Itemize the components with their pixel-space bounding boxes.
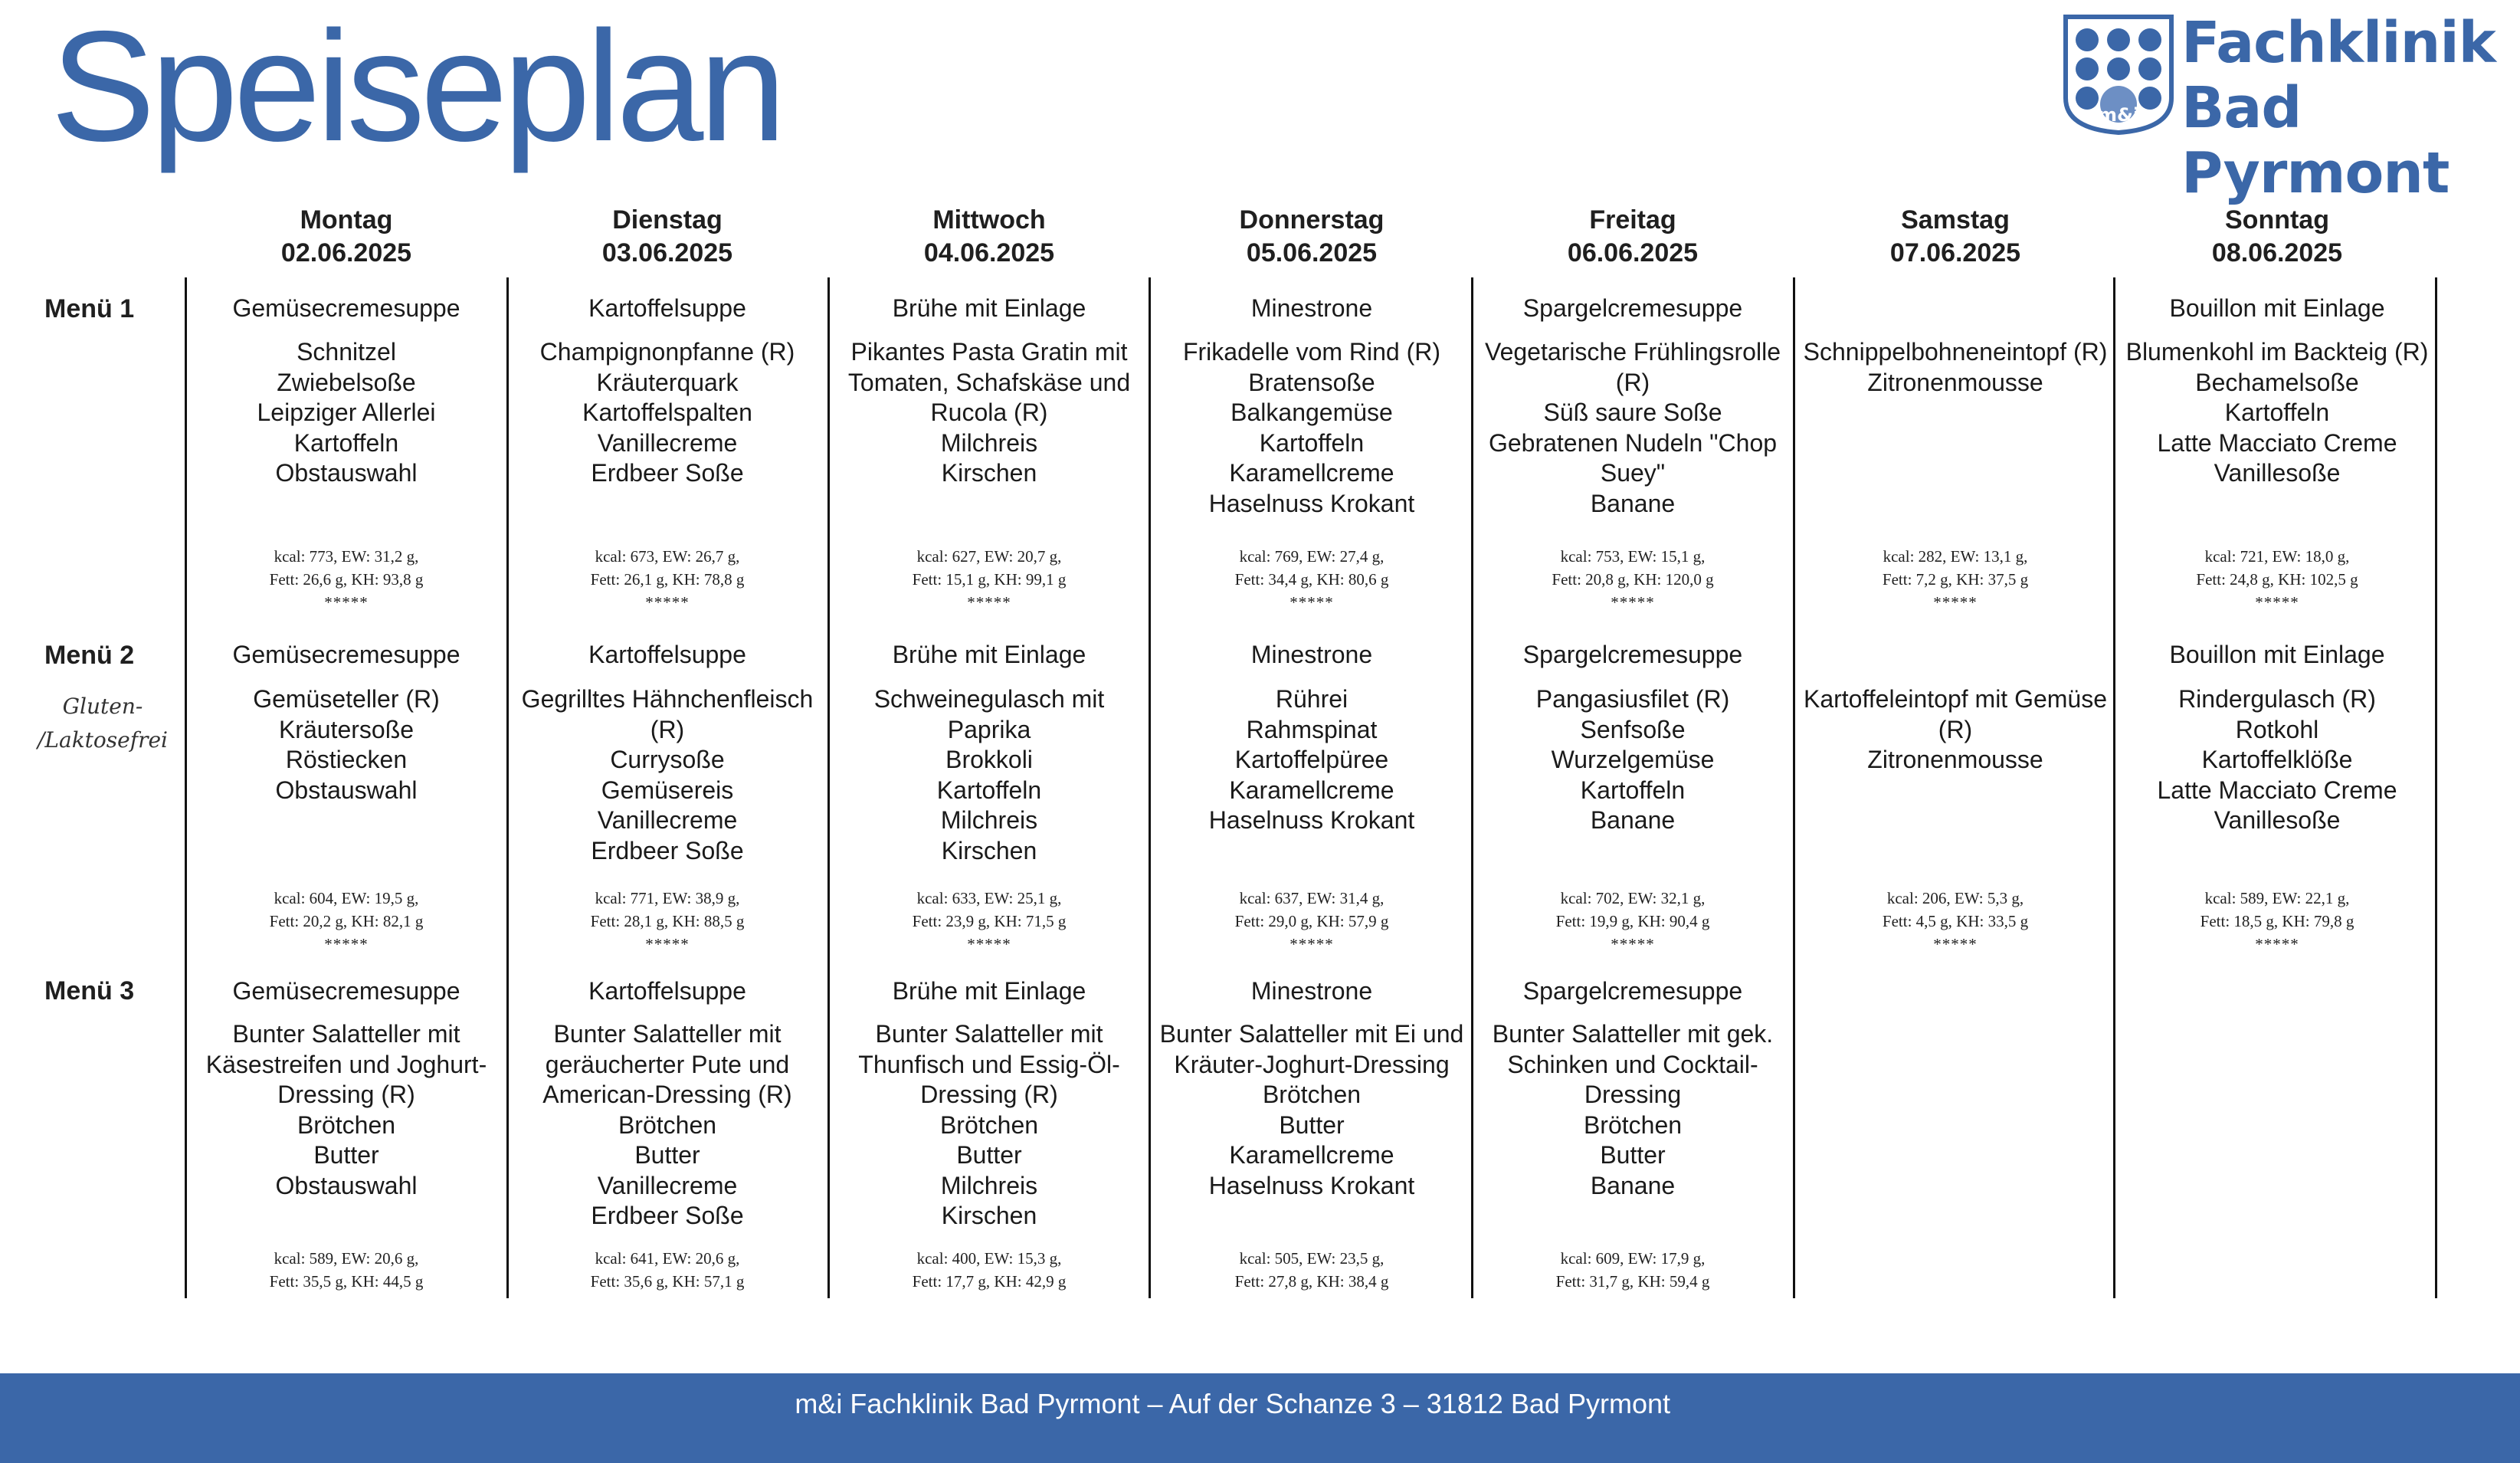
nutrition-info bbox=[1476, 887, 1790, 956]
nutrition-line-1: kcal: 771, EW: 38,9 g, bbox=[595, 889, 740, 907]
logo-badge: m&i bbox=[2098, 104, 2140, 126]
dish-item: (R) bbox=[1615, 368, 1650, 396]
dish-item: Tomaten, Schafskäse und bbox=[847, 368, 1131, 396]
nutrition-line-1: kcal: 641, EW: 20,6 g, bbox=[595, 1249, 740, 1268]
diet-note-line-1: Gluten- bbox=[62, 694, 143, 719]
day-name: Dienstag bbox=[612, 205, 723, 235]
dish-item: Bunter Salatteller mit Ei und bbox=[1159, 1020, 1464, 1048]
dish-item: Paprika bbox=[947, 715, 1031, 743]
dish-item: Vegetarische Frühlingsrolle bbox=[1485, 338, 1781, 366]
dish-item: Pikantes Pasta Gratin mit bbox=[850, 338, 1128, 366]
nutrition-line-1: kcal: 721, EW: 18,0 g, bbox=[2204, 547, 2350, 566]
rating-stars: ***** bbox=[967, 593, 1011, 612]
dish-item: Senfsoße bbox=[1580, 715, 1686, 743]
day-date: 05.06.2025 bbox=[1246, 238, 1378, 267]
nutrition-line-1: kcal: 769, EW: 27,4 g, bbox=[1239, 547, 1385, 566]
dish-item: Bunter Salatteller mit gek. bbox=[1492, 1020, 1774, 1048]
dish-item: Brötchen bbox=[1262, 1081, 1362, 1108]
nutrition-line-1: kcal: 637, EW: 31,4 g, bbox=[1239, 889, 1385, 907]
dish-item: American-Dressing (R) bbox=[542, 1081, 792, 1108]
dish-item: geräucherter Pute und bbox=[545, 1050, 790, 1078]
nutrition-line-1: kcal: 702, EW: 32,1 g, bbox=[1560, 889, 1706, 907]
dish-item: Erdbeer Soße bbox=[591, 836, 744, 864]
dish-item: Schnippelbohneneintopf (R) bbox=[1803, 338, 2108, 366]
dish-item: Bratensoße bbox=[1248, 368, 1375, 396]
day-date: 04.06.2025 bbox=[923, 238, 1055, 267]
dish-item: Banane bbox=[1590, 489, 1676, 517]
dish-item: Milchreis bbox=[940, 1171, 1038, 1199]
dish-item: Blumenkohl im Backteig (R) bbox=[2125, 338, 2429, 366]
logo-text bbox=[2181, 11, 2505, 206]
dish-item: Suey" bbox=[1600, 459, 1666, 487]
nutrition-info bbox=[1155, 1247, 1469, 1293]
dish-item: Butter bbox=[956, 1141, 1022, 1169]
dish-item: Dressing (R) bbox=[277, 1081, 415, 1108]
rating-stars: ***** bbox=[324, 935, 369, 953]
diet-note-line-2: /Laktosefrei bbox=[37, 727, 168, 753]
footer-address: m&i Fachklinik Bad Pyrmont – Auf der Schanze 3 – 31812 Bad Pyrmont bbox=[795, 1388, 1670, 1419]
rating-stars: ***** bbox=[1289, 935, 1334, 953]
nutrition-line-2: Fett: 19,9 g, KH: 90,4 g bbox=[1555, 912, 1710, 930]
nutrition-line-2: Fett: 4,5 g, KH: 33,5 g bbox=[1882, 912, 2029, 930]
rating-stars: ***** bbox=[967, 935, 1011, 953]
soup-item: Kartoffelsuppe bbox=[588, 641, 746, 668]
nutrition-line-2: Fett: 24,8 g, KH: 102,5 g bbox=[2196, 570, 2358, 589]
dish-item: Milchreis bbox=[940, 428, 1038, 457]
nutrition-line-2: Fett: 15,1 g, KH: 99,1 g bbox=[912, 570, 1067, 589]
dish-item: Latte Macciato Creme bbox=[2157, 428, 2397, 457]
nutrition-line-1: kcal: 282, EW: 13,1 g, bbox=[1883, 547, 2028, 566]
dish-item: Wurzelgemüse bbox=[1551, 746, 1715, 773]
day-header bbox=[1158, 204, 1465, 270]
rating-stars: ***** bbox=[1611, 593, 1655, 612]
dish-item: Currysoße bbox=[610, 746, 725, 773]
dish-item: Kartoffelklöße bbox=[2201, 746, 2353, 773]
dish-item: Erdbeer Soße bbox=[591, 1202, 744, 1229]
dish-list bbox=[1155, 337, 1469, 519]
column-divider bbox=[827, 277, 830, 1298]
dish-list bbox=[1476, 337, 1790, 519]
dish-item: Rotkohl bbox=[2235, 715, 2319, 743]
day-name: Mittwoch bbox=[932, 205, 1046, 235]
soup-item: Spargelcremesuppe bbox=[1522, 977, 1743, 1005]
day-name: Donnerstag bbox=[1239, 205, 1385, 235]
column-divider bbox=[2113, 277, 2115, 1298]
dish-item: Butter bbox=[1600, 1141, 1666, 1169]
rating-stars: ***** bbox=[1933, 935, 1978, 953]
nutrition-line-2: Fett: 18,5 g, KH: 79,8 g bbox=[2200, 912, 2355, 930]
nutrition-line-1: kcal: 505, EW: 23,5 g, bbox=[1239, 1249, 1385, 1268]
nutrition-info bbox=[832, 545, 1146, 614]
dish-list bbox=[1798, 337, 2112, 398]
nutrition-info bbox=[1476, 1247, 1790, 1293]
day-date: 06.06.2025 bbox=[1567, 238, 1699, 267]
nutrition-info bbox=[1798, 887, 2112, 956]
nutrition-line-2: Fett: 20,2 g, KH: 82,1 g bbox=[269, 912, 424, 930]
dish-list bbox=[1798, 684, 2112, 776]
dish-item: Brötchen bbox=[618, 1110, 717, 1139]
dish-item: Pangasiusfilet (R) bbox=[1535, 685, 1730, 713]
day-header bbox=[1802, 204, 2109, 270]
nutrition-info bbox=[1155, 887, 1469, 956]
column-divider bbox=[506, 277, 509, 1298]
day-name: Montag bbox=[300, 205, 393, 235]
dish-item: Rührei bbox=[1275, 685, 1348, 713]
rating-stars: ***** bbox=[2255, 935, 2299, 953]
dish-list bbox=[510, 684, 824, 866]
dish-item: Zwiebelsoße bbox=[277, 368, 416, 396]
day-header bbox=[836, 204, 1142, 270]
day-name: Sonntag bbox=[2225, 205, 2329, 235]
nutrition-line-2: Fett: 23,9 g, KH: 71,5 g bbox=[912, 912, 1067, 930]
dish-item: Haselnuss Krokant bbox=[1208, 489, 1415, 517]
soup-item: Gemüsecremesuppe bbox=[232, 977, 460, 1005]
nutrition-line-1: kcal: 673, EW: 26,7 g, bbox=[595, 547, 740, 566]
dish-item: Dressing bbox=[1584, 1081, 1682, 1108]
nutrition-line-2: Fett: 26,6 g, KH: 93,8 g bbox=[269, 570, 424, 589]
nutrition-info bbox=[2120, 887, 2434, 956]
dish-item: Balkangemüse bbox=[1231, 399, 1393, 426]
nutrition-info bbox=[189, 545, 503, 614]
dish-item: Karamellcreme bbox=[1229, 1141, 1394, 1169]
soup-item: Spargelcremesuppe bbox=[1522, 294, 1743, 322]
dish-list bbox=[832, 684, 1146, 866]
rating-stars: ***** bbox=[645, 593, 690, 612]
nutrition-line-2: Fett: 20,8 g, KH: 120,0 g bbox=[1552, 570, 1714, 589]
dish-item: Kartoffeln bbox=[936, 776, 1042, 804]
dish-item: Kartoffelspalten bbox=[582, 399, 752, 426]
dish-item: Brötchen bbox=[1583, 1110, 1683, 1139]
column-divider bbox=[1471, 277, 1473, 1298]
column-divider bbox=[1793, 277, 1795, 1298]
soup-item: Minestrone bbox=[1250, 641, 1373, 668]
dish-item: Zitronenmousse bbox=[1867, 746, 2043, 773]
dish-item: Gegrilltes Hähnchenfleisch bbox=[521, 685, 814, 713]
nutrition-info bbox=[1476, 545, 1790, 614]
day-date: 07.06.2025 bbox=[1889, 238, 2021, 267]
page-title: Speiseplan bbox=[51, 0, 782, 174]
dish-item: Schinken und Cocktail- bbox=[1507, 1050, 1758, 1078]
nutrition-line-2: Fett: 35,5 g, KH: 44,5 g bbox=[269, 1272, 424, 1291]
dish-item: Röstiecken bbox=[285, 746, 408, 773]
dish-item: Kartoffeln bbox=[293, 428, 399, 457]
soup-item: Bouillon mit Einlage bbox=[2169, 294, 2385, 322]
day-header bbox=[1480, 204, 1786, 270]
dish-item: Butter bbox=[634, 1141, 700, 1169]
dish-item: Käsestreifen und Joghurt- bbox=[205, 1050, 487, 1078]
day-name: Freitag bbox=[1589, 205, 1676, 235]
menu-1-label: Menü 1 bbox=[44, 294, 135, 323]
dish-list bbox=[1476, 1019, 1790, 1201]
dish-item: Kräuterquark bbox=[596, 368, 739, 396]
rating-stars: ***** bbox=[2255, 593, 2299, 612]
column-divider bbox=[1149, 277, 1151, 1298]
soup-item: Kartoffelsuppe bbox=[588, 977, 746, 1005]
nutrition-line-2: Fett: 17,7 g, KH: 42,9 g bbox=[912, 1272, 1067, 1291]
nutrition-info bbox=[832, 1247, 1146, 1293]
dish-item: Obstauswahl bbox=[275, 459, 418, 487]
dish-item: Karamellcreme bbox=[1229, 459, 1394, 487]
rating-stars: ***** bbox=[1611, 935, 1655, 953]
logo-line-2: Bad Pyrmont bbox=[2181, 75, 2450, 206]
dish-item: Rindergulasch (R) bbox=[2178, 685, 2376, 713]
menu-3-label: Menü 3 bbox=[44, 976, 135, 1005]
dish-list bbox=[189, 684, 503, 805]
menu-2-label: Menü 2 bbox=[44, 641, 135, 670]
day-header bbox=[514, 204, 821, 270]
nutrition-line-1: kcal: 753, EW: 15,1 g, bbox=[1560, 547, 1706, 566]
nutrition-line-1: kcal: 400, EW: 15,3 g, bbox=[916, 1249, 1062, 1268]
rating-stars: ***** bbox=[324, 593, 369, 612]
dish-item: Rucola (R) bbox=[930, 399, 1048, 426]
nutrition-info bbox=[510, 545, 824, 614]
dish-item: Butter bbox=[313, 1141, 379, 1169]
rating-stars: ***** bbox=[1933, 593, 1978, 612]
dish-item: Brokkoli bbox=[945, 746, 1033, 773]
dish-item: Kräutersoße bbox=[278, 715, 415, 743]
clinic-logo bbox=[2061, 10, 2505, 206]
dish-list bbox=[832, 337, 1146, 489]
nutrition-line-2: Fett: 29,0 g, KH: 57,9 g bbox=[1234, 912, 1389, 930]
soup-item: Brühe mit Einlage bbox=[892, 294, 1086, 322]
dish-item: Vanillesoße bbox=[2214, 459, 2341, 487]
dish-item: Schweinegulasch mit bbox=[873, 685, 1105, 713]
logo-line-1: Fachklinik bbox=[2181, 10, 2495, 76]
day-date: 02.06.2025 bbox=[280, 238, 412, 267]
dish-item: Vanillecreme bbox=[597, 1171, 738, 1199]
soup-item: Minestrone bbox=[1250, 294, 1373, 322]
dish-item: Kartoffeln bbox=[1259, 428, 1365, 457]
nutrition-info bbox=[189, 1247, 503, 1293]
dish-item: Butter bbox=[1279, 1110, 1345, 1139]
dish-item: Dressing (R) bbox=[920, 1081, 1058, 1108]
dish-list bbox=[1155, 1019, 1469, 1201]
dish-list bbox=[832, 1019, 1146, 1232]
nutrition-line-1: kcal: 633, EW: 25,1 g, bbox=[916, 889, 1062, 907]
dish-item: Vanillecreme bbox=[597, 806, 738, 834]
dish-item: Obstauswahl bbox=[275, 1171, 418, 1199]
nutrition-line-2: Fett: 28,1 g, KH: 88,5 g bbox=[590, 912, 745, 930]
nutrition-line-1: kcal: 206, EW: 5,3 g, bbox=[1886, 889, 2024, 907]
nutrition-line-1: kcal: 609, EW: 17,9 g, bbox=[1560, 1249, 1706, 1268]
nutrition-info bbox=[189, 887, 503, 956]
dish-item: Gebratenen Nudeln "Chop bbox=[1488, 428, 1778, 457]
dish-list bbox=[189, 1019, 503, 1201]
dish-item: Erdbeer Soße bbox=[591, 459, 744, 487]
nutrition-line-1: kcal: 604, EW: 19,5 g, bbox=[274, 889, 419, 907]
dish-item: Leipziger Allerlei bbox=[257, 399, 436, 426]
dish-item: Karamellcreme bbox=[1229, 776, 1394, 804]
dish-list bbox=[2120, 684, 2434, 836]
dish-item: Brötchen bbox=[939, 1110, 1039, 1139]
dish-item: Bunter Salatteller mit bbox=[875, 1020, 1103, 1048]
nutrition-line-2: Fett: 35,6 g, KH: 57,1 g bbox=[590, 1272, 745, 1291]
dish-list bbox=[1476, 684, 1790, 836]
dish-item: Haselnuss Krokant bbox=[1208, 1171, 1415, 1199]
dish-item: Kirschen bbox=[941, 1202, 1037, 1229]
dish-item: Zitronenmousse bbox=[1867, 368, 2043, 396]
dish-item: Champignonpfanne (R) bbox=[539, 338, 795, 366]
day-name: Samstag bbox=[1901, 205, 2010, 235]
dish-list bbox=[510, 1019, 824, 1232]
dish-item: (R) bbox=[1938, 715, 1973, 743]
rating-stars: ***** bbox=[645, 935, 690, 953]
menu-2-diet-note bbox=[34, 690, 172, 757]
rating-stars: ***** bbox=[1289, 593, 1334, 612]
day-header bbox=[2124, 204, 2430, 270]
dish-item: Kräuter-Joghurt-Dressing bbox=[1174, 1050, 1450, 1078]
dish-item: Kartoffeln bbox=[1580, 776, 1686, 804]
nutrition-line-2: Fett: 26,1 g, KH: 78,8 g bbox=[590, 570, 745, 589]
nutrition-line-1: kcal: 773, EW: 31,2 g, bbox=[274, 547, 419, 566]
nutrition-info bbox=[1155, 545, 1469, 614]
nutrition-line-2: Fett: 34,4 g, KH: 80,6 g bbox=[1234, 570, 1389, 589]
soup-item: Gemüsecremesuppe bbox=[232, 641, 460, 668]
soup-item: Bouillon mit Einlage bbox=[2169, 641, 2385, 668]
dish-list bbox=[510, 337, 824, 489]
dish-item: Banane bbox=[1590, 806, 1676, 834]
dish-item: Brötchen bbox=[297, 1110, 396, 1139]
day-date: 03.06.2025 bbox=[601, 238, 733, 267]
dish-item: Bunter Salatteller mit bbox=[553, 1020, 782, 1048]
soup-item: Gemüsecremesuppe bbox=[232, 294, 460, 322]
dish-item: Kartoffeln bbox=[2224, 399, 2330, 426]
dish-item: Vanillecreme bbox=[597, 428, 738, 457]
dish-item: Kartoffelpüree bbox=[1234, 746, 1389, 773]
nutrition-line-2: Fett: 27,8 g, KH: 38,4 g bbox=[1234, 1272, 1389, 1291]
dish-item: Vanillesoße bbox=[2214, 806, 2341, 834]
dish-item: Rahmspinat bbox=[1246, 715, 1378, 743]
soup-item: Brühe mit Einlage bbox=[892, 977, 1086, 1005]
dish-item: Latte Macciato Creme bbox=[2157, 776, 2397, 804]
dish-item: Schnitzel bbox=[297, 338, 396, 366]
dish-item: Gemüseteller (R) bbox=[253, 685, 440, 713]
dish-list bbox=[2120, 337, 2434, 489]
dish-item: Banane bbox=[1590, 1171, 1676, 1199]
dish-item: Milchreis bbox=[940, 806, 1038, 834]
dish-item: Kartoffeleintopf mit Gemüse bbox=[1803, 685, 2108, 713]
nutrition-line-1: kcal: 627, EW: 20,7 g, bbox=[916, 547, 1062, 566]
nutrition-info bbox=[510, 887, 824, 956]
dish-item: Bechamelsoße bbox=[2195, 368, 2359, 396]
soup-item: Spargelcremesuppe bbox=[1522, 641, 1743, 668]
dish-item: Bunter Salatteller mit bbox=[232, 1020, 460, 1048]
column-divider bbox=[2435, 277, 2437, 1298]
soup-item: Kartoffelsuppe bbox=[588, 294, 746, 322]
nutrition-line-1: kcal: 589, EW: 20,6 g, bbox=[274, 1249, 419, 1268]
nutrition-line-1: kcal: 589, EW: 22,1 g, bbox=[2204, 889, 2350, 907]
column-divider bbox=[185, 277, 187, 1298]
nutrition-info bbox=[832, 887, 1146, 956]
soup-item: Brühe mit Einlage bbox=[892, 641, 1086, 668]
dish-list bbox=[1155, 684, 1469, 836]
nutrition-line-2: Fett: 31,7 g, KH: 59,4 g bbox=[1555, 1272, 1710, 1291]
nutrition-info bbox=[1798, 545, 2112, 614]
dish-item: Süß saure Soße bbox=[1543, 399, 1722, 426]
dish-item: Haselnuss Krokant bbox=[1208, 806, 1415, 834]
nutrition-line-2: Fett: 7,2 g, KH: 37,5 g bbox=[1882, 570, 2029, 589]
dish-item: Gemüsereis bbox=[601, 776, 734, 804]
dish-item: Obstauswahl bbox=[275, 776, 418, 804]
dish-item: Kirschen bbox=[941, 836, 1037, 864]
day-date: 08.06.2025 bbox=[2211, 238, 2343, 267]
dish-item: Frikadelle vom Rind (R) bbox=[1182, 338, 1441, 366]
nutrition-info bbox=[2120, 545, 2434, 614]
day-header bbox=[193, 204, 500, 270]
dish-list bbox=[189, 337, 503, 489]
soup-item: Minestrone bbox=[1250, 977, 1373, 1005]
nutrition-info bbox=[510, 1247, 824, 1293]
dish-item: Kirschen bbox=[941, 459, 1037, 487]
dish-item: (R) bbox=[650, 715, 685, 743]
dish-item: Thunfisch und Essig-Öl- bbox=[858, 1050, 1120, 1078]
